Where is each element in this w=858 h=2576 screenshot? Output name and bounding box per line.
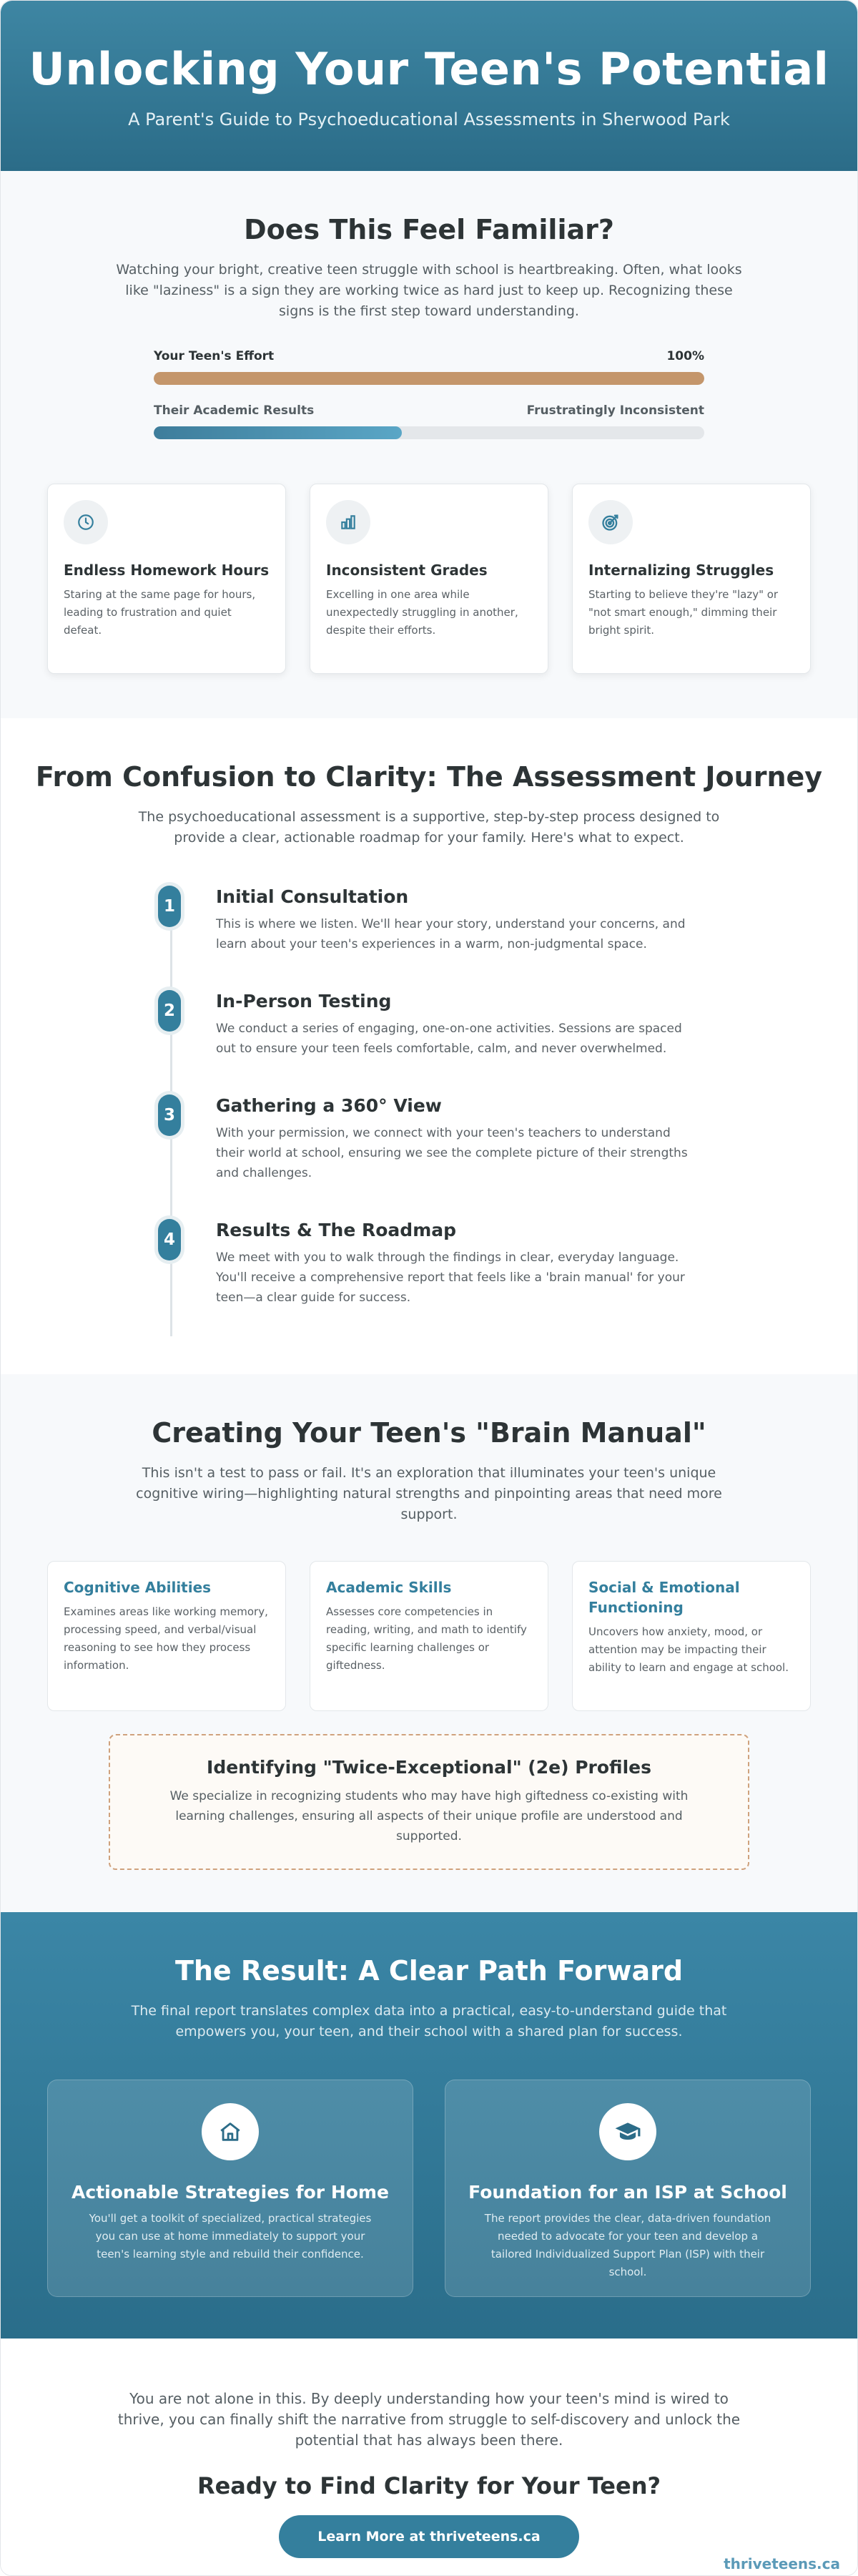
effort-bar-row	[154, 349, 704, 385]
hero-subtitle: A Parent's Guide to Psychoeducational Assessments in Sherwood Park	[128, 109, 730, 129]
effort-bar-fill	[154, 372, 704, 385]
area-card-text: Uncovers how anxiety, mood, or attention may be impacting their ability to learn and engage at school.	[588, 1625, 789, 1674]
step-text: This is where we listen. We'll hear your story, understand your concerns, and learn about your teen's experiences in a warm, non-judgmental space.	[216, 917, 686, 951]
academic-bar-row	[154, 403, 704, 439]
twice-exceptional-text: We specialize in recognizing students who may have high giftedness co-existing with learning challenges, ensuring all aspects of their unique profile are understood and supported.	[169, 1789, 689, 1843]
closing-heading: Ready to Find Clarity for Your Teen?	[197, 2472, 661, 2499]
hero-title: Unlocking Your Teen's Potential	[29, 43, 829, 95]
result-card-text: You'll get a toolkit of specialized, practical strategies you can use at home immediately to support your teen's learning style and rebuild their confidence.	[89, 2212, 372, 2261]
academic-bar-label: Their Academic Results	[154, 403, 315, 418]
result-title: The Result: A Clear Path Forward	[174, 1955, 684, 1987]
result-card-title: Actionable Strategies for Home	[72, 2182, 389, 2203]
clock-icon	[64, 500, 108, 544]
brain-title: Creating Your Teen's "Brain Manual"	[152, 1417, 706, 1449]
step-number-badge: 2	[158, 990, 181, 1032]
result-cards	[47, 2080, 811, 2297]
twice-exceptional-callout	[109, 1734, 749, 1870]
sign-card-title: Internalizing Struggles	[588, 562, 774, 579]
learn-more-button[interactable]: Learn More at thriveteens.ca	[279, 2515, 579, 2558]
area-card-title: Social & Emotional Functioning	[588, 1579, 740, 1616]
closing-section	[1, 2339, 857, 2576]
sign-card-homework	[47, 484, 286, 674]
result-card-title: Foundation for an ISP at School	[468, 2182, 787, 2203]
result-intro: The final report translates complex data into a practical, easy-to-understand guide that empowers you, your teen, and their school with a shared plan for success.	[131, 2003, 727, 2039]
area-card-cognitive	[47, 1561, 286, 1711]
step-text: With your permission, we connect with your teen's teachers to understand their world at school, ensuring we see the complete picture of their strengths and challenges.	[216, 1126, 688, 1180]
step-title: In-Person Testing	[216, 991, 392, 1012]
journey-timeline	[157, 886, 701, 1308]
step-text: We conduct a series of engaging, one-on-one activities. Sessions are spaced out to ensure your teen feels comfortable, calm, and never overwhelmed.	[216, 1022, 682, 1056]
sign-card-title: Inconsistent Grades	[326, 562, 488, 579]
step-number-badge: 4	[158, 1219, 181, 1260]
result-section	[1, 1912, 857, 2339]
bar-chart-icon	[326, 500, 370, 544]
target-icon	[588, 500, 633, 544]
step-number-badge: 3	[158, 1094, 181, 1136]
effort-bar-value: 100%	[666, 349, 704, 363]
area-card-title: Cognitive Abilities	[64, 1579, 212, 1596]
graduation-cap-icon	[599, 2103, 656, 2160]
assessment-area-cards	[47, 1561, 811, 1711]
step-number-badge: 1	[158, 886, 181, 927]
twice-exceptional-title: Identifying "Twice-Exceptional" (2e) Profiles	[207, 1757, 651, 1778]
journey-intro: The psychoeducational assessment is a supportive, step-by-step process designed to provide a clear, actionable roadmap for your family. Here's what to expect.	[138, 809, 720, 846]
home-icon	[202, 2103, 259, 2160]
area-card-title: Academic Skills	[326, 1579, 452, 1596]
academic-bar-value: Frustratingly Inconsistent	[526, 403, 704, 418]
footer-site-link[interactable]: thriveteens.ca	[724, 2555, 840, 2572]
familiar-title: Does This Feel Familiar?	[244, 214, 614, 245]
area-card-social-emotional	[572, 1561, 811, 1711]
result-card-school	[445, 2080, 811, 2297]
comparison-bars	[154, 349, 704, 439]
journey-step-4	[157, 1219, 701, 1308]
step-title: Results & The Roadmap	[216, 1220, 457, 1240]
familiar-intro: Watching your bright, creative teen struggle with school is heartbreaking. Often, what looks like "laziness" is a sign they are working twice as hard just to keep up. Recognizing these signs is the first step toward understanding.	[116, 262, 742, 319]
result-card-text: The report provides the clear, data-driven foundation needed to advocate for your teen and develop a tailored Individualized Support Plan (ISP) with their school.	[484, 2212, 771, 2278]
journey-step-2	[157, 990, 701, 1059]
step-title: Initial Consultation	[216, 886, 409, 907]
journey-step-1	[157, 886, 701, 954]
step-title: Gathering a 360° View	[216, 1095, 442, 1116]
effort-bar-track	[154, 372, 704, 385]
journey-title: From Confusion to Clarity: The Assessment Journey	[35, 761, 823, 793]
sign-card-grades	[310, 484, 548, 674]
sign-card-text: Starting to believe they're "lazy" or "not smart enough," dimming their bright spirit.	[588, 588, 779, 637]
closing-text: You are not alone in this. By deeply understanding how your teen's mind is wired to thrive, you can finally shift the narrative from struggle to self-discovery and unlock the potential that has always been there.	[117, 2390, 741, 2449]
sign-cards	[47, 484, 811, 674]
area-card-text: Examines areas like working memory, processing speed, and verbal/visual reasoning to see how they process information.	[64, 1605, 268, 1672]
academic-bar-track	[154, 426, 704, 439]
brain-intro: This isn't a test to pass or fail. It's an exploration that illuminates your teen's unique cognitive wiring—highlighting natural strengths and pinpointing areas that need more support.	[136, 1465, 722, 1522]
step-text: We meet with you to walk through the findings in clear, everyday language. You'll receive a comprehensive report that feels like a 'brain manual' for your teen—a clear guide for success.	[216, 1250, 685, 1305]
area-card-academic	[310, 1561, 548, 1711]
area-card-text: Assesses core competencies in reading, writing, and math to identify specific learning challenges or giftedness.	[326, 1605, 527, 1672]
sign-card-text: Staring at the same page for hours, leading to frustration and quiet defeat.	[64, 588, 256, 637]
journey-step-3	[157, 1094, 701, 1183]
hero-banner	[1, 1, 857, 171]
brain-manual-section	[1, 1374, 857, 1912]
journey-section	[1, 718, 857, 1374]
sign-card-text: Excelling in one area while unexpectedly struggling in another, despite their efforts.	[326, 588, 518, 637]
effort-bar-label: Your Teen's Effort	[154, 349, 275, 363]
sign-card-struggles	[572, 484, 811, 674]
familiar-section	[1, 171, 857, 718]
result-card-home	[47, 2080, 413, 2297]
sign-card-title: Endless Homework Hours	[64, 562, 270, 579]
academic-bar-fill	[154, 426, 402, 439]
